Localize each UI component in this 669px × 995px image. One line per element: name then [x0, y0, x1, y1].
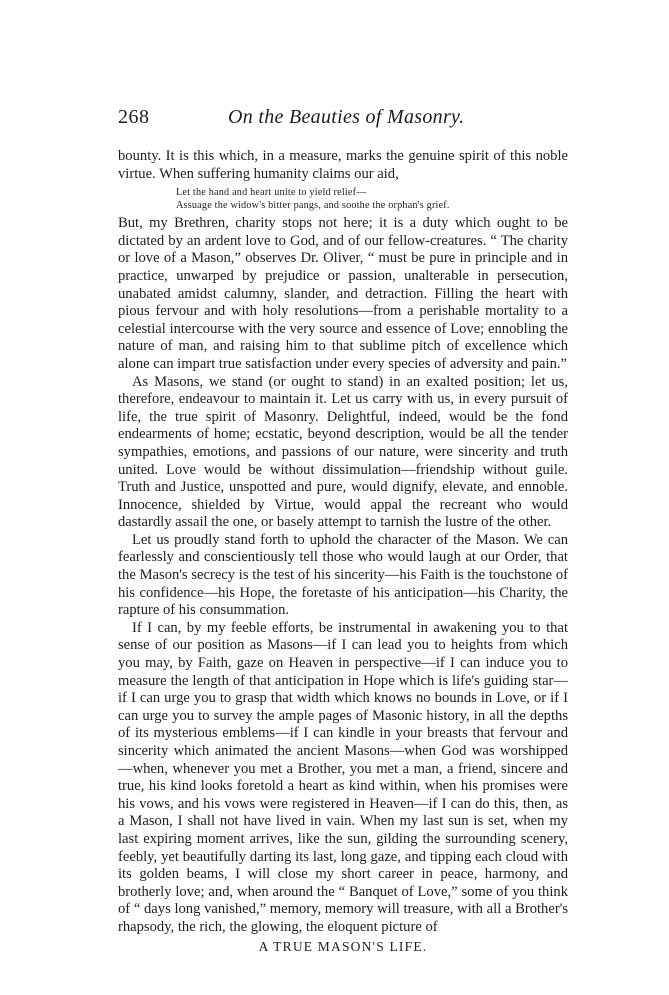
page-number: 268 — [118, 106, 150, 128]
paragraph-feeble-efforts: If I can, by my feeble efforts, be instrumental in awakening you to that sense of our position as Masons—if I can lead you to heights from which you may, by Faith, gaze on Heaven in perspective—if I can induce you to measure the length of that anticipation in Hope which is life's guiding star—if I can urge you to grasp that width which knows no bounds in Love, or if I can urge you to survey the ample pages of Masonic history, in all the depths of its mysterious emblems—if I can kindle in your breasts that fervour and sincerity which animated the ancient Masons—when God was worshipped—when, whenever you met a Brother, you met a man, a friend, sincere and true, his kind looks foretold a heart as kind within, when his promises were his vows, and his vows were registered in Heaven—if I can do this, then, as a Mason, I shall not have lived in vain. When my last sun is set, when my last expiring moment arrives, like the sun, gilding the surrounding scenery, feebly, yet beautifully darting its last, long gaze, and tipping each cloud with its golden beams, I will close my short career in peace, harmony, and brotherly love; and, when around the “ Banquet of Love,” some of you think of “ days long vanished,” memory, memory will treasure, with all a Brother's rhapsody, the rich, the glowing, the eloquent picture of — [118, 619, 568, 935]
running-title: On the Beauties of Masonry. — [228, 106, 465, 128]
page-header — [118, 106, 568, 134]
verse-line-2: Assuage the widow's bitter pangs, and soothe the orphan's grief. — [176, 199, 450, 211]
verse-line-1: Let the hand and heart unite to yield relief— — [176, 187, 367, 199]
closing-line: A TRUE MASON'S LIFE. — [258, 938, 428, 954]
paragraph-exalted-position: As Masons, we stand (or ought to stand) in an exalted position; let us, therefore, endeavour to maintain it. Let us carry with us, in every pursuit of life, the true spirit of Masonry. Delightful, indeed, would be the fond endearments of home; ecstatic, beyond description, would be all the tender sympathies, emotions, and passions of our nature, were sincerity and truth united. Love would be without dissimulation—friendship without guile. Truth and Justice, unspotted and pure, would dignify, elevate, and ennoble. Innocence, shielded by Virtue, would appal the recreant who would dastardly assail the one, or basely attempt to tarnish the lustre of the other. — [118, 373, 568, 531]
paragraph-charity: But, my Brethren, charity stops not here; it is a duty which ought to be dictated by an ardent love to God, and of our fellow-creatures. “ The charity or love of a Mason,” observes Dr. Oliver, “ must be pure in principle and in practice, unwarped by prejudice or passion, unalterable in persecution, unabated amidst calumny, slander, and detraction. Filling the heart with pious fervour and with holy resolutions—from a perishable mortality to a celestial intercourse with the very source and essence of Love; ennobling the nature of man, and raising him to that sublime pitch of excellence which alone can impart true satisfaction under every species of adversity and pain.” — [118, 215, 568, 372]
paragraph-uphold-character: Let us proudly stand forth to uphold the character of the Mason. We can fearlessly and conscientiously tell those who would laugh at our Order, that the Mason's secrecy is the test of his sincerity—his Faith is the touchstone of his confidence—his Hope, the foretaste of his anticipation—his Charity, the rapture of his consummation. — [118, 531, 568, 619]
opening-paragraph: bounty. It is this which, in a measure, marks the genuine spirit of this noble virtue. When suffering humanity claims our aid, — [118, 148, 568, 182]
body-text — [118, 148, 568, 955]
verse-quote — [176, 187, 568, 212]
